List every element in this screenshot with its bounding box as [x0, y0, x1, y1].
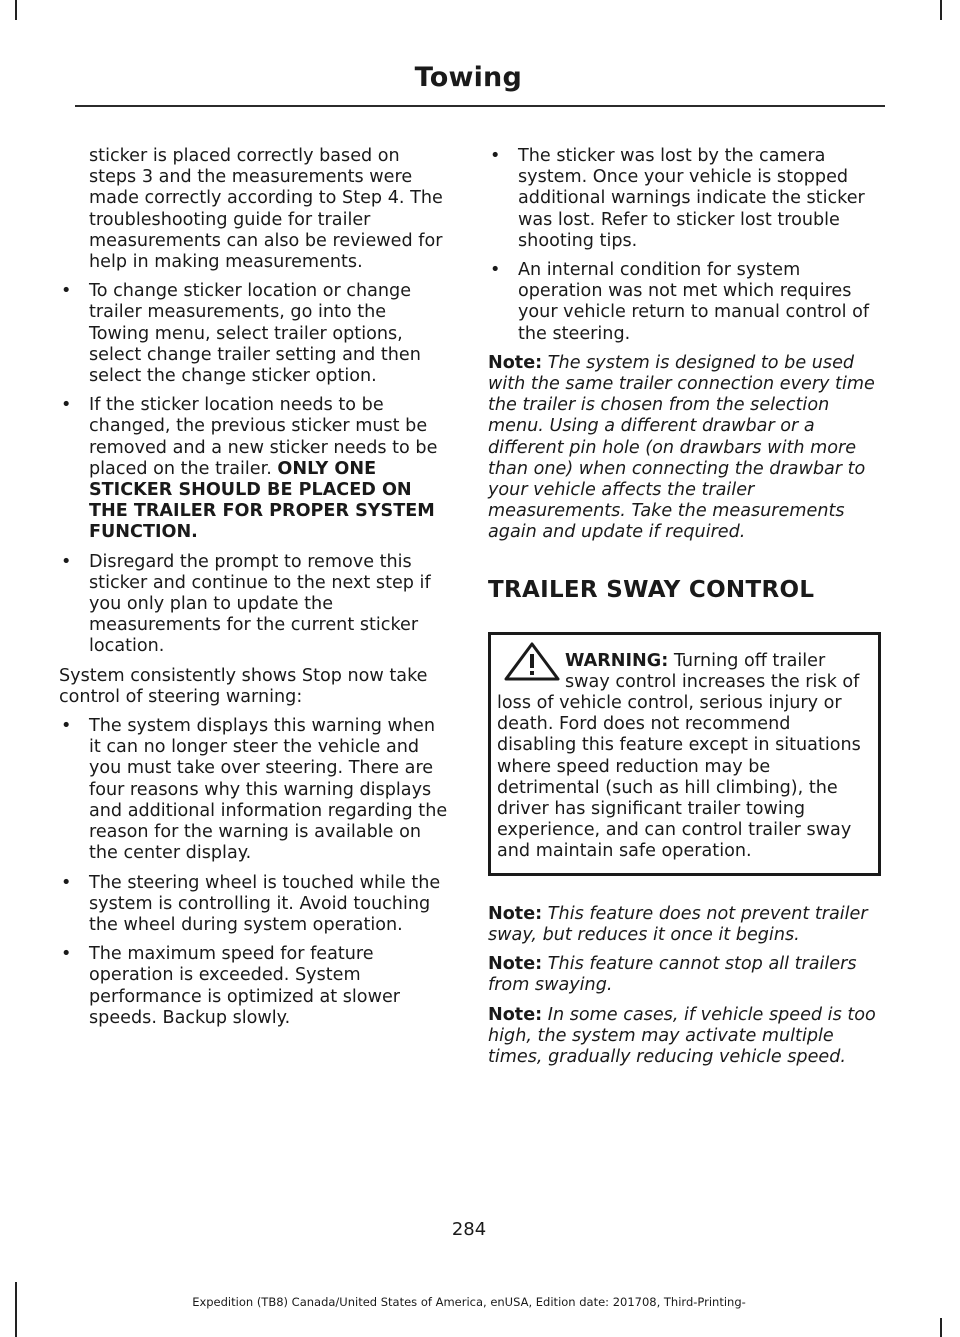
crop-mark-top-left: [15, 0, 17, 20]
list-item-text: To change sticker location or change trailer measurements, go into the Towing menu, select trailer options, select change trailer setting and then select the change sticker option.: [89, 281, 421, 387]
note-label: Note:: [488, 352, 543, 373]
warning-triangle-icon: [503, 641, 561, 681]
page-number: 284: [451, 1219, 487, 1240]
list-item: [59, 395, 451, 543]
note-label: Note:: [488, 903, 543, 924]
section-heading: TRAILER SWAY CONTROL: [488, 576, 815, 603]
note-text: This feature does not prevent trailer sway, but reduces it once it begins.: [488, 903, 868, 945]
list-item: [59, 716, 451, 864]
note: [488, 904, 881, 946]
note: [488, 353, 881, 544]
warning-box: [488, 632, 881, 876]
bullet-icon: •: [61, 551, 72, 572]
list-item: [59, 873, 451, 937]
list-item-text: The maximum speed for feature operation is exceeded. System performance is optimized at slower speeds. Backup slowly.: [89, 944, 401, 1028]
list-item: [488, 146, 881, 252]
crop-mark-top-right: [940, 0, 942, 20]
list-item-text: The system displays this warning when it can no longer steer the vehicle and you must take over steering. There are four reasons why this warning displays and additional information regarding the reason for the warning is available on the center display.: [89, 716, 448, 864]
list-item-text: If the sticker location needs to be changed, the previous sticker must be removed and a new sticker needs to be placed on the trailer.: [89, 395, 438, 479]
list-item-text: Disregard the prompt to remove this sticker and continue to the next step if you only plan to update the measurements for the current sticker location.: [89, 551, 431, 657]
bullet-icon: •: [61, 281, 72, 302]
list-item-text: The steering wheel is touched while the system is controlling it. Avoid touching the wheel during system operation.: [89, 872, 441, 935]
page-title: Towing: [414, 62, 522, 93]
footer-edition-info: Expedition (TB8) Canada/United States of America, enUSA, Edition date: 201708, Third-Printing-: [192, 1295, 746, 1309]
note-text: In some cases, if vehicle speed is too high, the system may activate multiple times, gradually reducing vehicle speed.: [488, 1004, 876, 1067]
bullet-icon: •: [61, 716, 72, 737]
warning-label: WARNING:: [565, 650, 669, 671]
continued-paragraph: sticker is placed correctly based on steps 3 and the measurements were made correctly according to Step 4. The troubleshooting guide for trailer measurements can also be reviewed for help in making measurements.: [89, 146, 443, 273]
list-item: [488, 260, 881, 345]
warning-text: Turning off trailer sway control increases the risk of loss of vehicle control, serious injury or death. Ford does not recommend disabling this feature except in situations where speed reduction may be detrimental (such as hill climbing), the driver has significant trailer towing experience, and can control trailer sway and maintain safe operation.: [497, 650, 861, 862]
left-column: [59, 146, 451, 1037]
body-paragraph: System consistently shows Stop now take control of steering warning:: [59, 665, 428, 707]
note: [488, 1005, 881, 1069]
bullet-icon: •: [61, 944, 72, 965]
list-item-emphasis: ONLY ONE STICKER SHOULD BE PLACED ON THE TRAILER FOR PROPER SYSTEM FUNCTION.: [89, 458, 435, 543]
note: [488, 954, 881, 996]
bullet-icon: •: [490, 260, 501, 281]
note-text: This feature cannot stop all trailers from swaying.: [488, 954, 857, 996]
bullet-icon: •: [61, 872, 72, 893]
list-item-text: The sticker was lost by the camera system. Once your vehicle is stopped additional warnings indicate the sticker was lost. Refer to sticker lost trouble shooting tips.: [518, 146, 865, 251]
list-item: [59, 944, 451, 1029]
crop-mark-bottom-right: [940, 1318, 942, 1337]
list-item: [59, 281, 451, 387]
note-label: Note:: [488, 954, 543, 975]
crop-mark-bottom-left: [15, 1282, 17, 1337]
header-divider: [75, 105, 885, 107]
note-label: Note:: [488, 1004, 543, 1025]
right-column: [488, 146, 881, 1076]
list-item-text: An internal condition for system operation was not met which requires your vehicle return to manual control of the steering.: [518, 260, 870, 344]
list-item: [59, 552, 451, 658]
bullet-icon: •: [490, 146, 501, 166]
bullet-icon: •: [61, 395, 72, 416]
note-text: The system is designed to be used with the same trailer connection every time the trailer is chosen from the selection menu. Using a different drawbar or a different pin hole (on drawbars with more than one) when connecting the drawbar to your vehicle affects the trailer measurements. Take the measurements again and update if required.: [488, 352, 875, 543]
